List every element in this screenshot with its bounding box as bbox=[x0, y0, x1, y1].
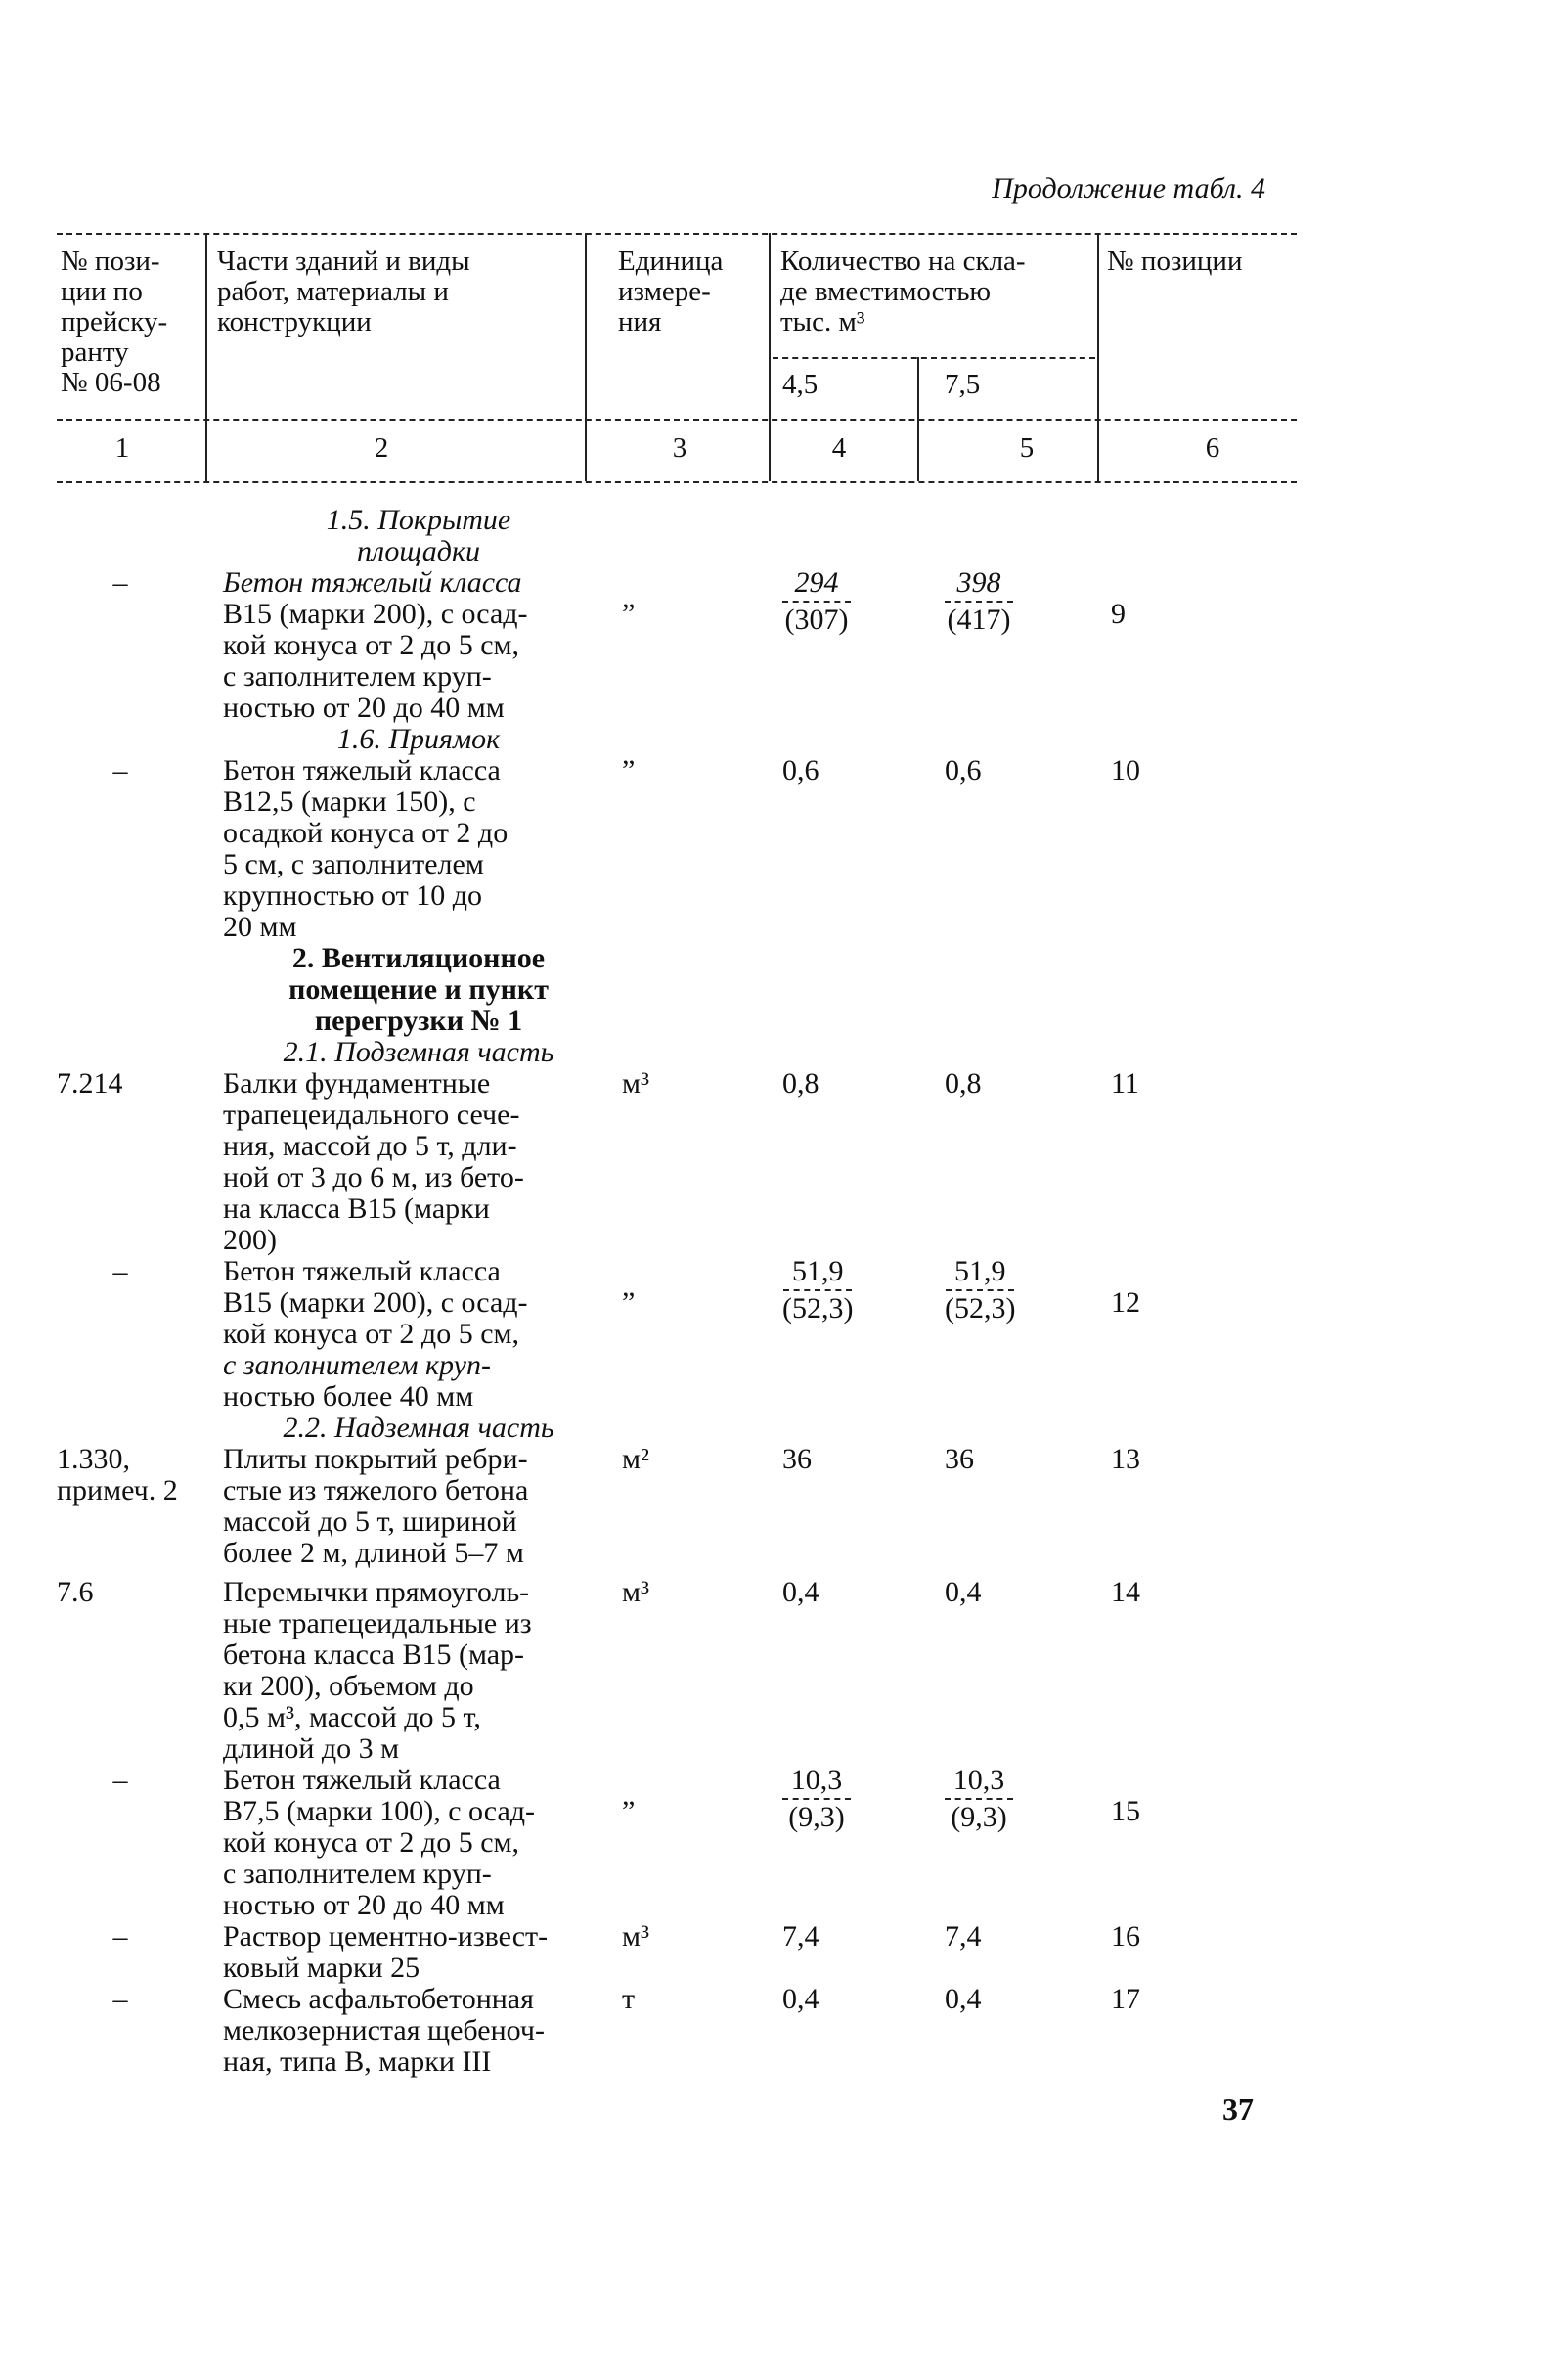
section-2-title: 2. Вентиляционное помещение и пункт перегрузки № 1 bbox=[288, 942, 549, 1037]
header-divider-5 bbox=[1097, 233, 1099, 481]
quantity-7-5: $\frac{10,3}{(9,3)}$ bbox=[945, 1765, 1082, 1833]
header-mid-rule bbox=[57, 419, 1297, 421]
quantity-7-5: $\frac{398}{(417)}$ bbox=[945, 567, 1082, 636]
col-number-3: 3 bbox=[672, 432, 687, 464]
col-number-2: 2 bbox=[374, 432, 389, 464]
header-divider-4 bbox=[917, 357, 919, 481]
row-description: Бетон тяжелый класса В15 (марки 200), с осад- кой конуса от 2 до 5 см, с заполнителем круп- ностью более 40 мм bbox=[223, 1255, 528, 1413]
row-position: 1.330, примеч. 2 bbox=[57, 1443, 178, 1506]
row-description: Балки фундаментные трапецеидального сече- ния, массой до 5 т, дли- ной от 3 до 6 м, из бето- на класса В15 (марки 200) bbox=[223, 1067, 524, 1256]
row-description: Бетон тяжелый класса В15 (марки 200), с осад- кой конуса от 2 до 5 см, с заполнителем круп- ностью от 20 до 40 мм bbox=[223, 566, 528, 724]
section-1-6-title: 1.6. Приямок bbox=[336, 723, 501, 755]
section-2-1-title: 2.1. Подземная часть bbox=[283, 1036, 554, 1068]
header-sub-4-5: 4,5 bbox=[782, 369, 819, 400]
col-number-1: 1 bbox=[114, 432, 130, 464]
row-description: Бетон тяжелый класса В7,5 (марки 100), с осад- кой конуса от 2 до 5 см, с заполнителем круп- ностью от 20 до 40 мм bbox=[223, 1764, 536, 1921]
row-description: Плиты покрытий ребри- стые из тяжелого бетона массой до 5 т, шириной более 2 м, длиной 5–7 м bbox=[223, 1443, 529, 1569]
header-divider-1 bbox=[205, 233, 207, 481]
document-page: Продолжение табл. 4 № пози- ции по прейску- ранту № 06-08 Части зданий и виды работ, материалы и конструкции Единица измере- ния Количество на скла- де вместимостью тыс. м³ 4,5 7,5 № позиции 1 2 3 4 5 6 1.5. Покрытие площадки – Бетон тяжелый класса В15 (марки 200), с осад- кой конуса от 2 до 5 см, с заполнителем круп- ностью от 20 до 40 мм ” $\frac{294}{(307)}$ $\frac{398}{(417)}$ 9 1.6. Приямок – Бетон тяжелый класса В12,5 (марки 150), с осадкой конуса от 2 до 5 см, с заполнителем крупностью от 10 до 20 мм ” 0,6 0,6 10 2. Вентиляционное помещение и пункт перегрузки № 1 2.1. Подземная часть 7.214 Балки фундаментные трапецеидального сече- ния, массой до 5 т, дли- ной от 3 до 6 м, из бето- на класса В15 (марки 200) м³ 0,8 0,8 11 – Бетон тяжелый класса В15 (марки 200), с осад- кой конуса от 2 до 5 см, с заполнителем круп- ностью более 40 мм ” $\frac{51,9}{(52,3)}$ $\frac{51,9}{(52,3)}$ 12 2.2. Надземная часть 1.330, примеч. 2 Плиты покрытий ребри- стые из тяжелого бетона массой до 5 т, шириной более 2 м, длиной 5–7 м м² 36 36 13 7.6 Перемычки прямоуголь- ные трапецеидальные из бетона класса В15 (мар- ки 200), объемом до 0,5 м³, массой до 5 т, длиной до 3 м м³ 0,4 0,4 14 – Бетон тяжелый класса В7,5 (марки 100), с осад- кой конуса от 2 до 5 см, с заполнителем круп- ностью от 20 до 40 мм ” $\frac{10,3}{(9,3)}$ $\frac{10,3}{(9,3)}$ 15 – Раствор цементно-извест- ковый марки 25 м³ 7,4 7,4 16 – Смесь асфальтобетонная мелкозернистая щебеноч- ная, типа В, марки III т 0,4 0,4 17 37 bbox=[0, 0, 1549, 2380]
header-bottom-rule bbox=[57, 481, 1297, 483]
section-1-5-title: 1.5. Покрытие площадки bbox=[326, 504, 511, 567]
col-number-4: 4 bbox=[831, 432, 847, 464]
header-col1: № пози- ции по прейску- ранту № 06-08 bbox=[61, 246, 168, 398]
table-continuation-caption: Продолжение табл. 4 bbox=[992, 172, 1265, 204]
page-number: 37 bbox=[1222, 2091, 1254, 2127]
header-sub-7-5: 7,5 bbox=[945, 369, 981, 400]
row-description: Бетон тяжелый класса В12,5 (марки 150), с осадкой конуса от 2 до 5 см, с заполнителем крупностью от 10 до 20 мм bbox=[223, 754, 509, 943]
header-divider-2 bbox=[585, 233, 587, 481]
section-2-2-title: 2.2. Надземная часть bbox=[283, 1412, 554, 1444]
header-top-rule bbox=[57, 233, 1297, 235]
col-number-5: 5 bbox=[1019, 432, 1035, 464]
row-description: Раствор цементно-извест- ковый марки 25 bbox=[223, 1920, 549, 1984]
row-description: Смесь асфальтобетонная мелкозернистая щебеноч- ная, типа В, марки III bbox=[223, 1983, 545, 2078]
header-col3: Единица измере- ния bbox=[618, 246, 724, 337]
quantity-4-5: $\frac{294}{(307)}$ bbox=[782, 567, 919, 636]
quantity-7-5: $\frac{51,9}{(52,3)}$ bbox=[945, 1255, 1016, 1325]
col-number-6: 6 bbox=[1205, 432, 1220, 464]
header-col6: № позиции bbox=[1107, 246, 1243, 277]
header-col2: Части зданий и виды работ, материалы и конструкции bbox=[217, 246, 470, 337]
quantity-4-5: $\frac{51,9}{(52,3)}$ bbox=[782, 1255, 854, 1325]
quantity-4-5: $\frac{10,3}{(9,3)}$ bbox=[782, 1765, 919, 1833]
header-divider-3 bbox=[769, 233, 771, 481]
header-col4: Количество на скла- де вместимостью тыс. м³ bbox=[780, 246, 1026, 337]
row-description: Перемычки прямоуголь- ные трапецеидальные из бетона класса В15 (мар- ки 200), объемом до 0,5 м³, массой до 5 т, длиной до 3 м bbox=[223, 1576, 532, 1765]
subheader-rule bbox=[773, 357, 1095, 359]
